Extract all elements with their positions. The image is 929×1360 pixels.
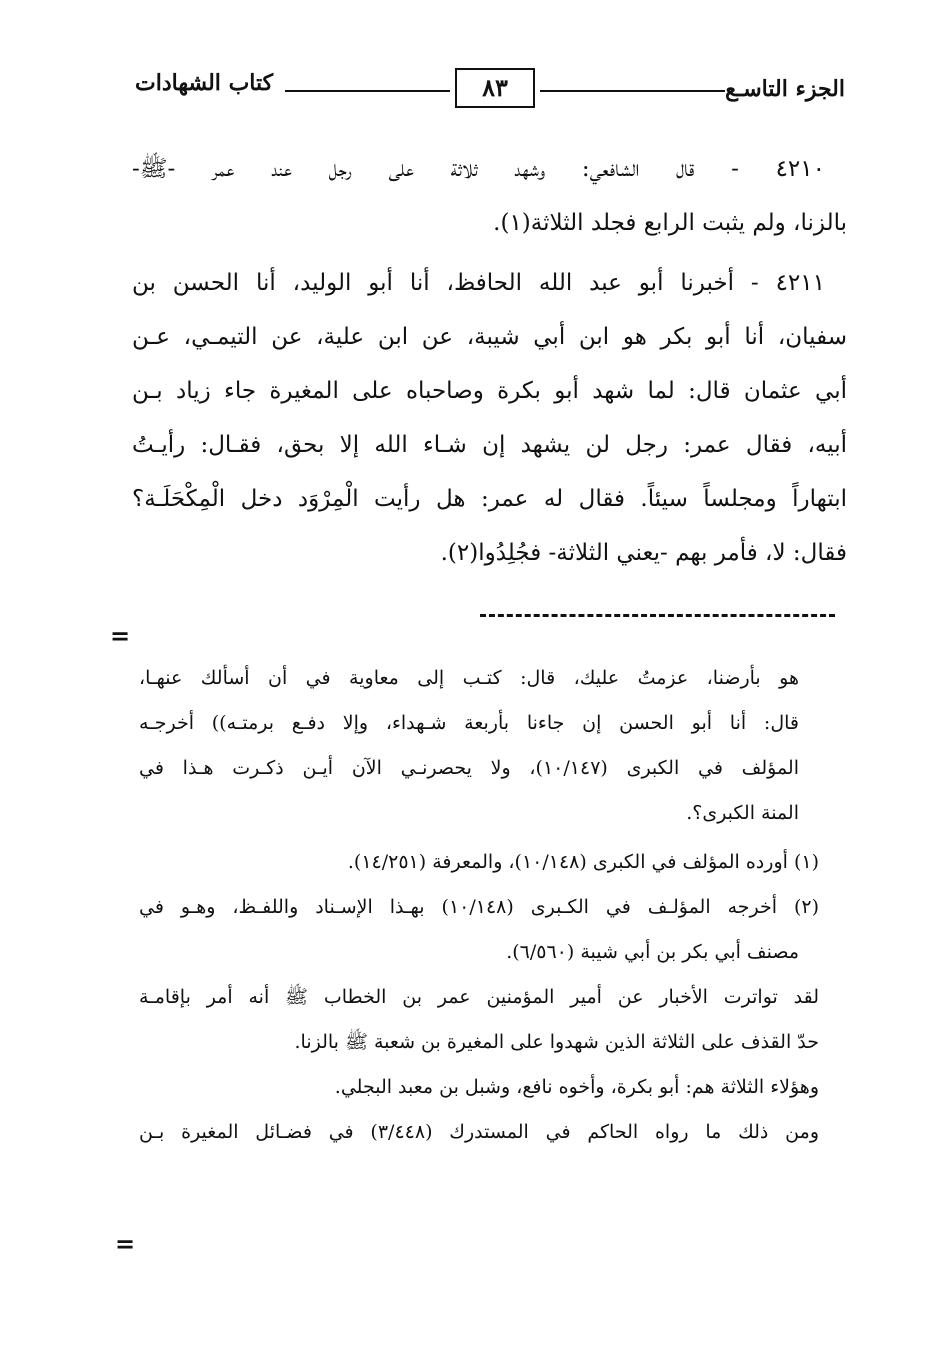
hadith-4210-line: بالزنا، ولم يثبت الرابع فجلد الثلاثة(١).	[493, 210, 847, 236]
commentary-line: ومن ذلك ما رواه الحاكم في المستدرك (٣/٤٤٨) في فضـائل المغيرة بـن	[139, 1121, 819, 1143]
footnotes	[139, 656, 819, 1155]
commentary-line: لقد تواترت الأخبار عن أمير المؤمنين عمر بن الخطاب ﷺ أنه أمر بإقامـة	[139, 986, 819, 1008]
commentary-line: وهؤلاء الثلاثة هم: أبو بكرة، وأخوه نافع، وشبل بن معبد البجلي.	[334, 1076, 819, 1098]
hadith-4210-line: ٤٢١٠ - قال الشافعي: وشهد ثلاثة على رجل عند عمر -ﷺ-	[132, 156, 825, 182]
continuation-mark: =	[115, 1229, 136, 1258]
header-book-title: كتاب الشهادات	[135, 70, 274, 96]
header-part-title: الجزء التاسـع	[725, 76, 845, 102]
hadith-4211-line: سفيان، أنا أبو بكر هو ابن أبي شيبة، عن ابن علية، عن التيمـي، عـن	[132, 324, 847, 350]
footnote-2: (٢) أخرجه المؤلـف في الكـبرى (١٠/١٤٨) بهـذا الإسـناد واللفـظ، وهـو في	[139, 896, 819, 918]
hadith-4211-line: أبي عثمان قال: لما شهد أبو بكرة وصاحباه على المغيرة جاء زياد بـن	[132, 378, 847, 404]
footnote-continued-line: المنة الكبرى؟.	[686, 802, 799, 824]
footnote-2-continued: مصنف أبي بكر بن أبي شيبة (٦/٥٦٠).	[506, 941, 799, 963]
page-header	[135, 62, 845, 122]
continuation-mark: =	[110, 621, 131, 650]
hadith-4211-line: ٤٢١١ - أخبرنا أبو عبد الله الحافظ، أنا أبو الوليد، أنا الحسن بن	[132, 270, 825, 296]
footnote-continued-line: قال: أنا أبو الحسن إن جاءنا بأربعة شـهداء، وإلا دفـع برمتـه)) أخرجـه	[139, 712, 799, 734]
footnote-separator	[480, 614, 835, 617]
footnote-continued-line: هو بأرضنا، عزمتُ عليك، قال: كتـب إلى معاوية في أن أسألك عنهـا،	[139, 667, 799, 689]
commentary-block	[139, 975, 819, 1155]
footnote-1: (١) أورده المؤلف في الكبرى (١٠/١٤٨)، والمعرفة (١٤/٢٥١).	[347, 851, 819, 873]
header-rule-left	[285, 90, 450, 92]
main-text	[132, 142, 847, 580]
hadith-4211-line: فقال: لا، فأمر بهم -يعني الثلاثة- فجُلِدُوا(٢).	[440, 540, 847, 566]
header-rule-right	[540, 90, 725, 92]
commentary-line: حدّ القذف على الثلاثة الذين شهدوا على المغيرة بن شعبة ﷺ بالزنا.	[294, 1031, 819, 1053]
footnote-continued-line: المؤلف في الكبرى (١٠/١٤٧)، ولا يحصرنـي الآن أيـن ذكـرت هـذا في	[139, 757, 799, 779]
hadith-4211-line: أبيه، فقال عمر: رجل لن يشهد إن شـاء الله إلا بحق، فقـال: رأيـتُ	[132, 432, 847, 458]
page-number: ٨٣	[455, 68, 535, 108]
hadith-4211-line: ابتهاراً ومجلساً سيئاً. فقال له عمر: هل رأيت الْمِرْوَد دخل الْمِكْحَلَـة؟	[132, 486, 847, 512]
